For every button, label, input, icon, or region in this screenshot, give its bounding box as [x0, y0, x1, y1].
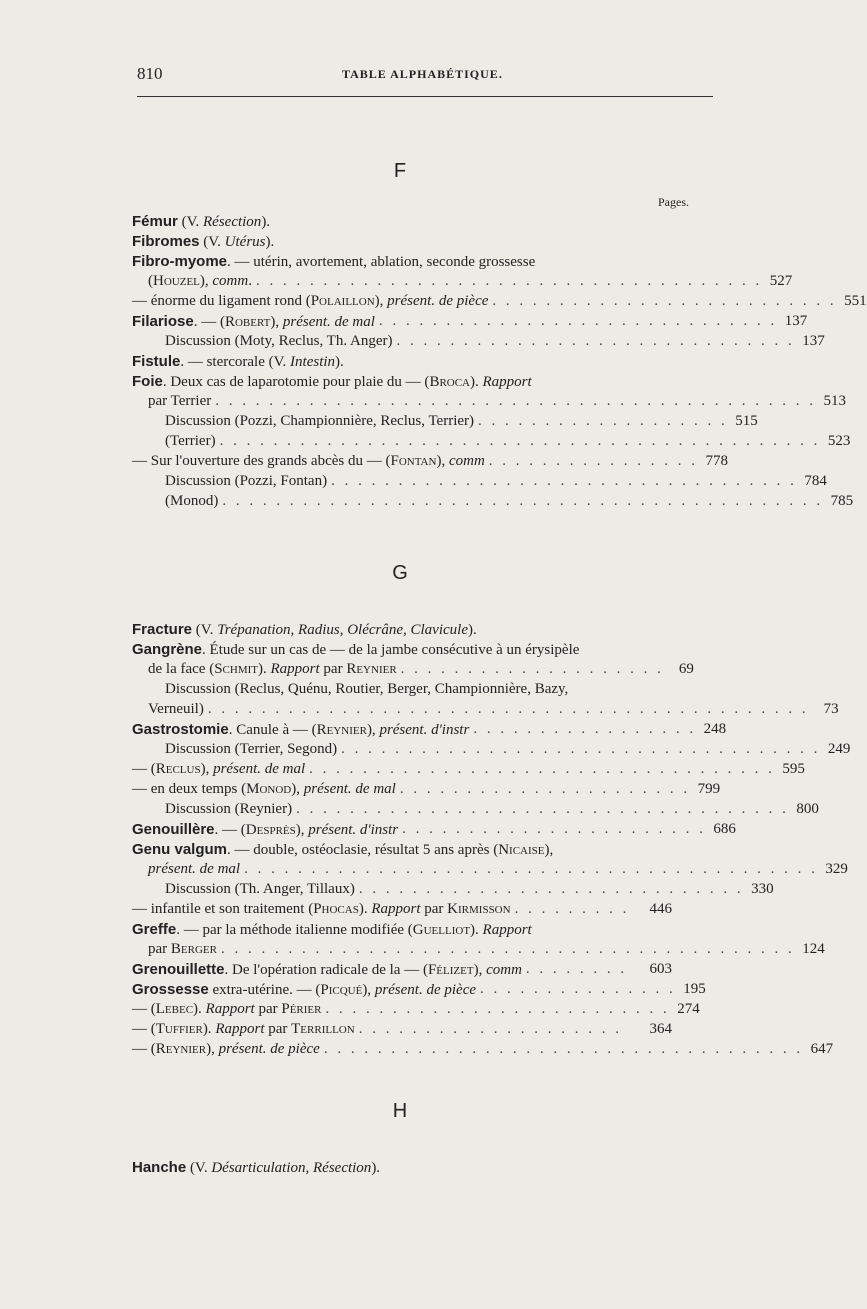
page-number: 810	[137, 64, 163, 83]
running-title: TABLE ALPHABÉTIQUE.	[342, 67, 503, 81]
index-entry: — en deux temps (Monod), présent. de mal . . . . . . . . . . . . . . . . . . . . . . 799	[132, 780, 672, 800]
page-ref: 137	[784, 313, 808, 329]
index-entry: — (Tuffier). Rapport par Terrillon . . . . . . . . . . . . . . . . . . . . 364	[132, 1020, 672, 1040]
page-ref: 778	[705, 453, 729, 469]
leader-dots: . . . . . . . . . . . . . . . . . . . . . . . . . . . . . . . . . . . . .	[296, 801, 789, 817]
leader-dots: . . . . . . . . . . . . . . . . . . . . . . . . . . . . . . . . . . . .	[323, 1041, 804, 1057]
index-entry: — (Reclus), présent. de mal . . . . . . . . . . . . . . . . . . . . . . . . . . . . . . . . . . . 595	[132, 760, 672, 780]
page-ref: 551	[844, 293, 867, 309]
index-entry: Hanche (V. Désarticulation, Résection).	[132, 1159, 381, 1176]
page-ref: 329	[825, 861, 848, 877]
section-letter-f: F	[393, 160, 407, 182]
leader-dots: . . . . . . . . . . . . . . . . . . . . . . . . . . . . . . . . . . . . . .	[255, 273, 763, 289]
leader-dots: . . . . . . . . . . . . . . . . . . . . . .	[399, 781, 691, 797]
leader-dots: . . . . . . . . . . . . . . . . . . . . . . . . . . . . . . . . . . . .	[341, 741, 821, 757]
page-ref: 69	[678, 661, 694, 677]
leader-dots: . . . . . . . . . . . . . . . . . . . . . . . . . .	[492, 293, 837, 309]
leader-dots: . . . . . . . . . . . . . . . .	[488, 453, 699, 469]
index-entry: (Terrier) . . . . . . . . . . . . . . . . . . . . . . . . . . . . . . . . . . . . . . . . . . . . . 523	[165, 432, 672, 452]
index-entry: — (Lebec). Rapport par Périer . . . . . . . . . . . . . . . . . . . . . . . . . . 274	[132, 1000, 672, 1020]
index-entry: — (Reynier), présent. de pièce . . . . . . . . . . . . . . . . . . . . . . . . . . . . . . . . . . . . 647	[132, 1040, 672, 1060]
page-ref: 784	[804, 473, 827, 489]
index-entry: Discussion (Reynier) . . . . . . . . . . . . . . . . . . . . . . . . . . . . . . . . . . . . . 800	[165, 800, 672, 820]
index-entry: Gangrène. Étude sur un cas de — de la jambe consécutive à un érysipèle	[132, 641, 580, 658]
leader-dots: . . . . . . . . . . . . . . . . . . . . . . . . . . . . . .	[378, 313, 778, 329]
index-entry: — énorme du ligament rond (Polaillon), présent. de pièce . . . . . . . . . . . . . . . . . . . . . . . . . . 551	[132, 292, 672, 312]
header-rule	[137, 96, 713, 97]
page-ref: 249	[827, 741, 851, 757]
page-ref: 364	[649, 1021, 672, 1037]
index-entry: Fémur (V. Résection).	[132, 213, 271, 230]
leader-dots: . . . . . . . . . . . . . . . . . . . . . . . . . . . . . . . . . . . . . . . . . . .	[244, 861, 818, 877]
page-ref: 785	[830, 493, 854, 509]
page-ref: 515	[735, 413, 758, 429]
leader-dots: . . . . . . . . . . . . . . . . . . . . . . .	[402, 821, 706, 837]
leader-dots: . . . . . . . . . . . . . . . . . . . .	[358, 1021, 622, 1037]
index-entry: Discussion (Moty, Reclus, Th. Anger) . . . . . . . . . . . . . . . . . . . . . . . . . . . . . . 137	[165, 332, 672, 352]
page-ref: 330	[751, 881, 774, 897]
index-entry: Grossesse extra-utérine. — (Picqué), présent. de pièce . . . . . . . . . . . . . . . 195	[132, 980, 672, 1001]
index-entry: (Houzel), comm. . . . . . . . . . . . . . . . . . . . . . . . . . . . . . . . . . . . . . . 527	[148, 272, 672, 292]
page-ref: 603	[649, 961, 672, 977]
leader-dots: . . . . . . . . . . . . . . . . . . .	[478, 413, 728, 429]
index-entry: Discussion (Pozzi, Fontan) . . . . . . . . . . . . . . . . . . . . . . . . . . . . . . . . . . . 784	[165, 472, 672, 492]
page-ref: 527	[769, 273, 793, 289]
page-ref: 248	[703, 721, 727, 737]
index-entry: Discussion (Terrier, Segond) . . . . . . . . . . . . . . . . . . . . . . . . . . . . . . . . . . . . 249	[165, 740, 672, 760]
leader-dots: . . . . . . . . . . . . . . . . . . . . . . . . . . . . . . . . . . .	[309, 761, 775, 777]
index-entry: Discussion (Reclus, Quénu, Routier, Berger, Championnière, Bazy,	[165, 681, 569, 697]
section-letter-g: G	[392, 562, 408, 584]
leader-dots: . . . . . . . . . . . . . . . . . . . . . . . . . .	[325, 1001, 670, 1017]
page-ref: 513	[823, 393, 846, 409]
index-entry: Genu valgum. — double, ostéoclasie, résultat 5 ans après (Nicaise),	[132, 841, 554, 858]
page-ref: 73	[823, 701, 839, 717]
index-entry: Fibro-myome. — utérin, avortement, ablation, seconde grossesse	[132, 253, 536, 270]
leader-dots: . . . . . . . . . . . . . . .	[480, 981, 676, 997]
leader-dots: . . . . . . . . . . . . . . . . .	[473, 721, 697, 737]
page-ref: 137	[802, 333, 825, 349]
index-entry: Gastrostomie. Canule à — (Reynier), présent. d'instr . . . . . . . . . . . . . . . . . 248	[132, 720, 672, 741]
index-entry: de la face (Schmit). Rapport par Reynier . . . . . . . . . . . . . . . . . . . . 69	[148, 660, 672, 680]
leader-dots: . . . . . . . . . . . . . . . . . . . . . . . . . . . . . . . . . . . . . . . . . . . . .	[215, 393, 816, 409]
leader-dots: . . . . . . . . . . . . . . . . . . . . . . . . . . . . . . . . . . . . . . . . . . . . .	[222, 493, 824, 509]
leader-dots: . . . . . . . .	[525, 961, 628, 977]
page-ref: 647	[810, 1041, 834, 1057]
page-ref: 124	[802, 941, 825, 957]
page-ref: 799	[697, 781, 721, 797]
index-entry: (Monod) . . . . . . . . . . . . . . . . . . . . . . . . . . . . . . . . . . . . . . . . . . . . . 785	[165, 492, 672, 512]
leader-dots: . . . . . . . . . . . . . . . . . . . . . . . . . . . . . . . . . . .	[331, 473, 797, 489]
leader-dots: . . . . . . . . . . . . . . . . . . . . . . . . . . . . .	[358, 881, 744, 897]
index-entry: Verneuil) . . . . . . . . . . . . . . . . . . . . . . . . . . . . . . . . . . . . . . . . . . . . . 73	[148, 700, 672, 720]
index-entry: Discussion (Th. Anger, Tillaux) . . . . . . . . . . . . . . . . . . . . . . . . . . . . . 330	[165, 880, 672, 900]
index-entry: par Terrier . . . . . . . . . . . . . . . . . . . . . . . . . . . . . . . . . . . . . . . . . . . . . 513	[148, 392, 672, 412]
leader-dots: . . . . . . . . . . . . . . . . . . . . . . . . . . . . . . . . . . . . . . . . . . . . .	[207, 701, 809, 717]
index-entry: Fistule. — stercorale (V. Intestin).	[132, 353, 344, 370]
index-entry: par Berger . . . . . . . . . . . . . . . . . . . . . . . . . . . . . . . . . . . . . . . . . . . 124	[148, 940, 672, 960]
index-entry: Greffe. — par la méthode italienne modifiée (Guelliot). Rapport	[132, 921, 532, 938]
index-entry: — Sur l'ouverture des grands abcès du — (Fontan), comm . . . . . . . . . . . . . . . . 778	[132, 452, 672, 472]
page-ref: 523	[827, 433, 851, 449]
index-entry: Foie. Deux cas de laparotomie pour plaie du — (Broca). Rapport	[132, 373, 532, 390]
leader-dots: . . . . . . . . . . . . . . . . . . . . . . . . . . . . . . . . . . . . . . . . . . . . .	[219, 433, 821, 449]
index-entry: Fibromes (V. Utérus).	[132, 233, 275, 250]
index-entry: Fracture (V. Trépanation, Radius, Olécrâne, Clavicule).	[132, 621, 477, 638]
index-entry: présent. de mal . . . . . . . . . . . . . . . . . . . . . . . . . . . . . . . . . . . . . . . . . . . 329	[148, 860, 672, 880]
leader-dots: . . . . . . . . . . . . . . . . . . . . . . . . . . . . . .	[396, 333, 795, 349]
index-entry: Genouillère. — (Desprès), présent. d'instr . . . . . . . . . . . . . . . . . . . . . . . 686	[132, 820, 672, 841]
index-entry: Discussion (Pozzi, Championnière, Reclus, Terrier) . . . . . . . . . . . . . . . . . . . 515	[165, 412, 672, 432]
pages-column-label: Pages.	[658, 195, 689, 209]
page-ref: 595	[782, 761, 805, 777]
leader-dots: . . . . . . . . . . . . . . . . . . . . . . . . . . . . . . . . . . . . . . . . . . .	[220, 941, 795, 957]
page-header	[137, 64, 713, 88]
index-entry: Filariose. — (Robert), présent. de mal . . . . . . . . . . . . . . . . . . . . . . . . . . . . . . 137	[132, 312, 672, 333]
leader-dots: . . . . . . . . .	[514, 901, 630, 917]
page-ref: 195	[683, 981, 706, 997]
page-ref: 274	[677, 1001, 700, 1017]
page-ref: 686	[713, 821, 736, 837]
leader-dots: . . . . . . . . . . . . . . . . . . . .	[400, 661, 664, 677]
page-ref: 446	[649, 901, 672, 917]
page-ref: 800	[796, 801, 819, 817]
section-letter-h: H	[392, 1100, 408, 1122]
index-entry: — infantile et son traitement (Phocas). Rapport par Kirmisson . . . . . . . . . 446	[132, 900, 672, 920]
index-entry: Grenouillette. De l'opération radicale de la — (Félizet), comm . . . . . . . . 603	[132, 960, 672, 981]
